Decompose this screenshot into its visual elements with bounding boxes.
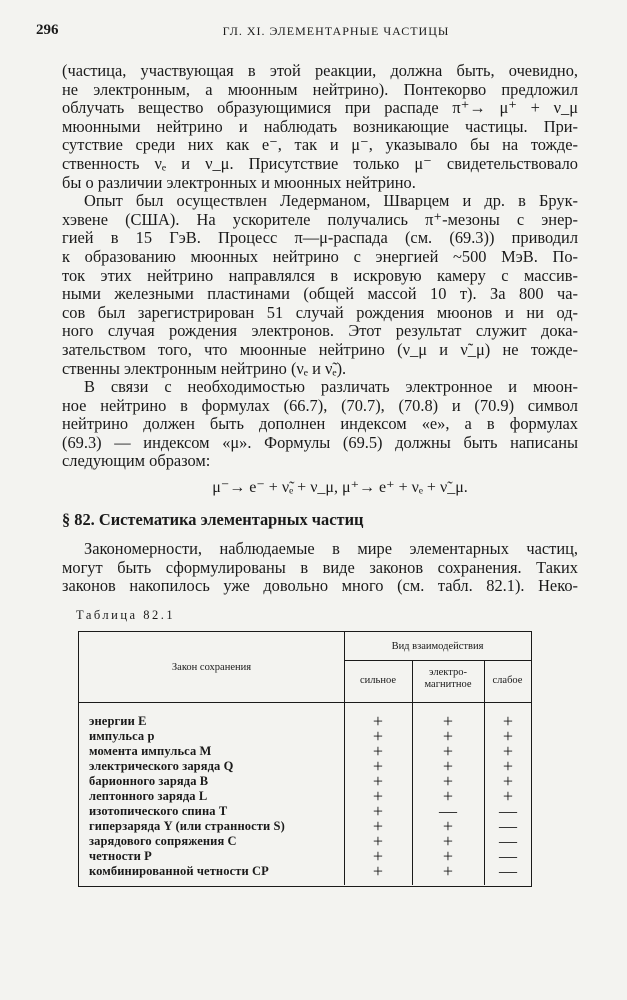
text-line: гией в 15 ГэВ. Процесс π—μ-распада (см. (69.3)) приводил xyxy=(62,228,578,248)
cell-strong: + xyxy=(372,816,384,836)
cell-weak: — xyxy=(499,861,517,881)
text-line: ное нейтрино в формулах (66.7), (70.7), (70.8) и (70.9) символ xyxy=(62,395,578,415)
cell-weak: + xyxy=(502,756,514,776)
paragraph xyxy=(62,378,578,471)
cell-strong: + xyxy=(372,846,384,866)
text-line: следующим образом: xyxy=(62,451,211,471)
text-line: зательством того, что мюонные нейтрино (ν_μ и ν̃_μ) не тожде- xyxy=(62,339,578,359)
text-line: к образованию мюонных нейтрино с энергией ~500 МэВ. По- xyxy=(62,246,578,266)
page-number: 296 xyxy=(36,22,59,38)
cell-strong: + xyxy=(372,831,384,851)
table-rule xyxy=(484,660,485,885)
cell-em: + xyxy=(442,861,454,881)
text-line: не электронным, а мюонным нейтрино). Понтекорво предложил xyxy=(62,79,578,99)
row-law: лептонного заряда L xyxy=(89,789,208,803)
text-line: ственны электронным нейтрино (νₑ и ν̃ₑ). xyxy=(62,358,347,378)
cell-strong: + xyxy=(372,756,384,776)
cell-weak: — xyxy=(499,801,517,821)
text-line: сутствие среди них как e⁻, так и μ⁻, указывало бы на тожде- xyxy=(62,135,578,155)
cell-strong: + xyxy=(372,711,384,731)
header-em-1: электро- xyxy=(429,667,467,678)
text-line: хэвене (США). На ускорителе получались π⁺-мезоны с энер- xyxy=(62,209,578,229)
text-line: могут быть сформулированы в виде законов сохранения. Таких xyxy=(62,557,578,577)
table-rule xyxy=(412,660,413,885)
formula: μ⁻→ e⁻ + ν̃ₑ + ν_μ, μ⁺→ e⁺ + νₑ + ν̃_μ. xyxy=(212,479,468,497)
page-header xyxy=(36,22,596,46)
cell-em: + xyxy=(442,786,454,806)
text-line: ток этих нейтрино направлялся в искровую камеру с массив- xyxy=(62,265,578,285)
header-em-2: магнитное xyxy=(424,679,472,690)
text-line: ственность νₑ и ν_μ. Присутствие только μ⁻ свидетельствовало xyxy=(62,153,578,173)
text-line: (частица, участвующая в этой реакции, должна быть, очевидно, xyxy=(62,61,578,80)
cell-weak: — xyxy=(499,846,517,866)
cell-em: — xyxy=(439,801,457,821)
cell-weak: + xyxy=(502,726,514,746)
header-weak: слабое xyxy=(492,675,523,686)
row-law: барионного заряда B xyxy=(89,774,209,788)
text-line: нейтрино должен быть дополнен индексом «e», а в формулах xyxy=(62,414,578,434)
row-law: комбинированной четности CP xyxy=(89,864,269,878)
section-title: § 82. Систематика элементарных частиц xyxy=(62,510,364,529)
cell-strong: + xyxy=(372,726,384,746)
cell-weak: + xyxy=(502,711,514,731)
cell-weak: + xyxy=(502,741,514,761)
table-rule xyxy=(344,632,345,885)
text-line: сов был зарегистрирован 51 случай рождения мюонов и ни од- xyxy=(62,302,578,322)
cell-em: + xyxy=(442,831,454,851)
text-line: бы о различии электронных и мюонных нейтрино. xyxy=(62,172,416,192)
cell-strong: + xyxy=(372,741,384,761)
cell-strong: + xyxy=(372,861,384,881)
table-caption: Таблица 82.1 xyxy=(76,608,176,622)
row-law: зарядового сопряжения C xyxy=(89,834,237,848)
paragraph xyxy=(62,192,578,378)
cell-strong: + xyxy=(372,786,384,806)
text-line: мюонными нейтрино и наблюдать возникающие частицы. При- xyxy=(62,116,578,136)
header-law: Закон сохранения xyxy=(171,662,252,673)
cell-em: + xyxy=(442,846,454,866)
text-line: законов накопилось уже довольно много (см. табл. 82.1). Неко- xyxy=(62,576,578,596)
section-text xyxy=(62,540,578,596)
row-law: момента импульса M xyxy=(89,744,212,758)
row-law: изотопического спина T xyxy=(89,804,228,818)
row-law: электрического заряда Q xyxy=(89,759,234,773)
text-line: ными железными пластинами (общей массой 10 т). За 800 ча- xyxy=(62,284,578,304)
conservation-table xyxy=(78,631,532,887)
cell-em: + xyxy=(442,726,454,746)
cell-em: + xyxy=(442,771,454,791)
row-law: четности P xyxy=(89,849,152,863)
text-line: (69.3) — индексом «μ». Формулы (69.5) должны быть написаны xyxy=(62,432,578,452)
text-line: Опыт был осуществлен Ледерманом, Шварцем и др. в Брук- xyxy=(84,191,578,211)
row-law: импульса p xyxy=(89,729,155,743)
cell-weak: + xyxy=(502,771,514,791)
cell-weak: — xyxy=(499,831,517,851)
text-line: ного случая рождения электронов. Этот результат служит дока- xyxy=(62,321,578,341)
header-interaction: Вид взаимодействия xyxy=(391,641,484,652)
text-line: облучать вещество образующимися при распаде π⁺→ μ⁺ + ν_μ xyxy=(62,98,578,118)
row-law: энергии E xyxy=(89,714,147,728)
text-line: Закономерности, наблюдаемые в мире элементарных частиц, xyxy=(84,539,578,558)
table-rule xyxy=(344,660,531,661)
paragraph xyxy=(62,62,578,192)
header-strong: сильное xyxy=(360,675,396,686)
cell-em: + xyxy=(442,711,454,731)
text-line: В связи с необходимостью различать электронное и мюон- xyxy=(84,377,578,397)
row-law: гиперзаряда Y (или странности S) xyxy=(89,819,285,833)
cell-em: + xyxy=(442,741,454,761)
body-text xyxy=(62,62,578,499)
cell-weak: — xyxy=(499,816,517,836)
cell-weak: + xyxy=(502,786,514,806)
cell-em: + xyxy=(442,756,454,776)
table-rule xyxy=(79,702,531,703)
cell-strong: + xyxy=(372,801,384,821)
cell-em: + xyxy=(442,816,454,836)
cell-strong: + xyxy=(372,771,384,791)
running-title: ГЛ. XI. ЭЛЕМЕНТАРНЫЕ ЧАСТИЦЫ xyxy=(222,24,450,38)
